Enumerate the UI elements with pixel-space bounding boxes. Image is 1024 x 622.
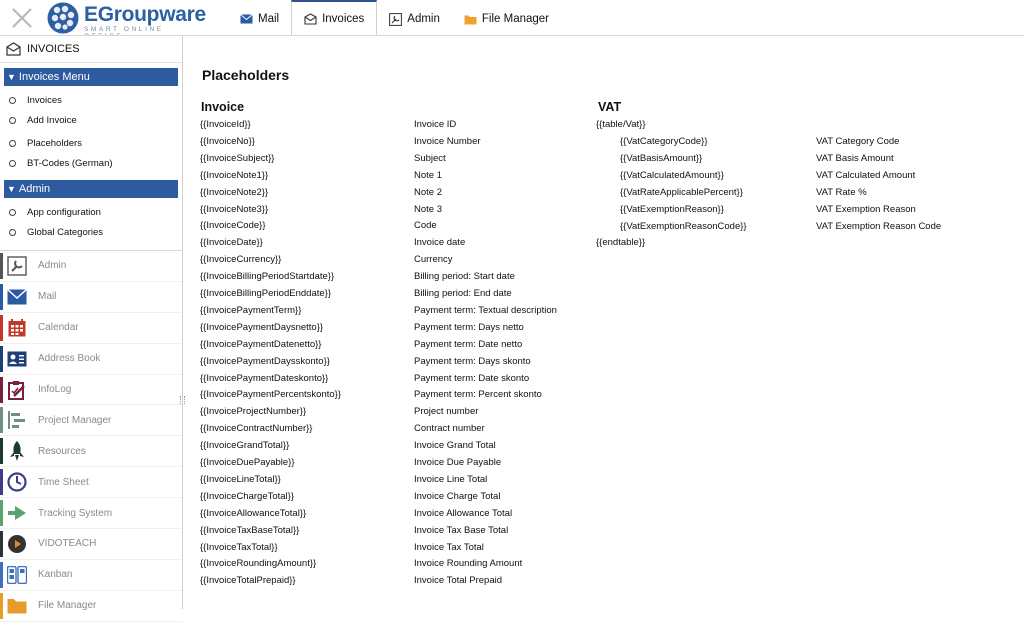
app-color-bar [0,253,3,279]
app-color-bar [0,377,3,403]
vat-placeholder-description: VAT Rate % [816,186,867,198]
admin-icon [389,13,402,26]
app-color-bar [0,562,3,588]
app-color-bar [0,593,3,619]
invoice-placeholder-description: Invoice Grand Total [414,440,496,452]
tab-file-manager[interactable] [452,0,561,36]
app-tabs [228,0,561,36]
vat-table-end: {{endtable}} [596,237,646,248]
menu-header-admin[interactable] [4,180,178,198]
app-color-bar [0,346,3,372]
invoice-placeholder: {{InvoiceRoundingAmount}} [200,558,317,570]
invoice-placeholder: {{InvoiceSubject}} [200,152,275,164]
invoice-placeholder: {{InvoiceTotalPrepaid}} [200,575,296,587]
sidebar [0,36,183,612]
invoice-placeholder: {{InvoiceDate}} [200,237,263,249]
invoice-placeholder-description: Payment term: Date netto [414,338,523,350]
invoice-placeholder: {{InvoiceLineTotal}} [200,473,281,485]
invoice-placeholder-description: Billing period: Start date [414,271,515,283]
folder-icon [464,14,477,25]
invoice-placeholder-description: Contract number [414,423,485,435]
invoice-placeholder-description: Payment term: Textual description [414,304,557,316]
tab-label: Admin [407,13,440,25]
close-icon[interactable] [8,6,36,30]
admin-menu [0,198,182,244]
file-manager-icon [7,596,27,616]
invoice-icon [6,42,21,56]
app-project-manager[interactable] [0,405,182,436]
app-label: VIDOTEACH [38,538,97,550]
app-mail[interactable] [0,282,182,313]
invoice-placeholder-description: Note 1 [414,169,442,181]
bullet-icon [9,117,16,124]
menu-item-app-configuration[interactable] [0,202,182,222]
vat-placeholder-description: VAT Exemption Reason Code [816,220,942,232]
kanban-icon [7,565,27,585]
address-book-icon [7,349,27,369]
menu-header-label: Invoices Menu [18,71,90,83]
invoice-placeholder: {{InvoiceContractNumber}} [200,423,313,435]
invoice-placeholder-description: Subject [414,152,446,164]
tab-label: File Manager [481,13,550,25]
invoice-icon [304,13,317,25]
app-resources[interactable] [0,436,182,467]
vat-placeholder-description: VAT Category Code [816,136,900,147]
invoice-placeholder: {{InvoicePaymentDatenetto}} [200,338,322,350]
app-color-bar [0,407,3,433]
tab-mail[interactable] [228,0,291,36]
mail-icon [7,287,27,307]
app-label: Mail [38,291,57,303]
invoice-placeholder-description: Invoice Rounding Amount [414,558,523,570]
bullet-icon [9,97,16,104]
bullet-icon [9,160,16,167]
app-label: InfoLog [38,384,72,395]
invoice-placeholder-description: Currency [414,254,453,266]
invoice-placeholder: {{InvoiceNote1}} [200,169,269,181]
vat-placeholder: {{VatCategoryCode}} [620,136,708,147]
app-tracking-system[interactable] [0,498,182,529]
invoice-placeholder: {{InvoiceNote2}} [200,186,269,198]
invoice-placeholder-description: Invoice Tax Base Total [414,524,509,536]
invoice-placeholder-description: Invoice Number [414,135,481,147]
bullet-icon [9,209,16,216]
invoice-placeholder: {{InvoiceBillingPeriodStartdate}} [200,271,335,283]
menu-item-label: Invoices [27,94,62,106]
invoice-placeholder-description: Invoice Total Prepaid [414,575,503,587]
sidebar-app-title-label: INVOICES [27,43,80,55]
triangle-down-icon: ▼ [7,184,16,194]
menu-item-label: App configuration [27,206,101,218]
egroupware-logo[interactable] [44,1,204,35]
invoice-placeholder: {{InvoiceNo}} [200,135,255,147]
invoice-placeholder: {{InvoiceCurrency}} [200,254,282,266]
invoice-placeholder: {{InvoiceChargeTotal}} [200,490,295,502]
calendar-icon [7,318,27,338]
vat-placeholder-description: VAT Calculated Amount [816,169,916,181]
invoice-placeholder-description: Invoice ID [414,119,457,130]
invoice-placeholder: {{InvoiceDuePayable}} [200,457,295,468]
section-heading-vat: VAT [598,100,622,114]
app-label: Kanban [38,569,73,581]
vat-placeholder: {{VatRateApplicablePercent}} [620,186,743,198]
app-admin[interactable] [0,251,182,282]
app-label: Tracking System [38,507,113,519]
app-time-sheet[interactable] [0,467,182,498]
invoice-placeholder-description: Project number [414,406,479,418]
invoice-placeholder-description: Payment term: Percent skonto [414,389,542,401]
menu-item-label: Placeholders [27,137,82,149]
invoice-placeholder-description: Invoice date [414,237,466,249]
invoice-placeholder-description: Payment term: Days skonto [414,355,531,367]
app-label: Calendar [38,322,79,334]
sidebar-app-title [0,36,182,63]
page-title: Placeholders [202,67,290,83]
envelope-icon [240,14,253,24]
invoice-placeholder-description: Invoice Line Total [414,473,488,485]
tab-admin[interactable] [377,0,452,36]
bullet-icon [9,140,16,147]
tab-invoices[interactable] [291,0,377,36]
app-color-bar [0,438,3,464]
timesheet-icon [7,472,27,492]
app-label: Admin [38,260,67,272]
invoice-placeholder: {{InvoicePaymentDaysnetto}} [200,321,324,333]
app-color-bar [0,315,3,341]
app-address-book[interactable] [0,344,182,375]
invoice-placeholder-description: Note 2 [414,186,442,198]
vat-table-start: {{table/Vat}} [596,119,646,130]
vidoteach-icon [7,534,27,554]
invoice-placeholder-description: Invoice Allowance Total [414,507,513,519]
app-list [0,250,182,622]
invoice-placeholder: {{InvoiceAllowanceTotal}} [200,507,307,519]
bullet-icon [9,229,16,236]
invoice-placeholder: {{InvoiceTaxBaseTotal}} [200,524,300,536]
tab-label: Invoices [322,13,365,25]
invoice-placeholder: {{InvoicePaymentDaysskonto}} [200,355,330,367]
brand-tagline: SMART ONLINE [84,26,164,33]
invoice-placeholder-description: Invoice Due Payable [414,457,502,468]
infolog-icon [7,380,27,400]
app-calendar[interactable] [0,313,182,344]
menu-item-placeholders[interactable] [0,133,182,153]
invoice-placeholder: {{InvoicePaymentDateskonto}} [200,372,329,384]
resources-icon [7,441,27,461]
tracking-icon [7,503,27,523]
tab-label: Mail [258,13,280,25]
invoice-placeholder: {{InvoiceTaxTotal}} [200,541,278,553]
app-color-bar [0,531,3,557]
menu-header-invoices[interactable] [4,68,178,86]
vat-placeholder: {{VatExemptionReason}} [620,203,724,215]
invoice-placeholder-description: Invoice Tax Total [414,541,484,553]
app-label: Project Manager [38,414,112,426]
vat-placeholder: {{VatExemptionReasonCode}} [620,220,747,232]
app-color-bar [0,284,3,310]
app-label: Address Book [38,353,101,365]
menu-item-label: Global Categories [27,226,104,238]
app-infolog[interactable] [0,375,182,406]
invoice-placeholder: {{InvoiceGrandTotal}} [200,440,290,452]
project-manager-icon [7,410,27,430]
menu-item-label: BT-Codes (German) [27,157,113,169]
vat-placeholder-description: VAT Exemption Reason [816,203,916,215]
menu-item-label: Add Invoice [27,114,77,126]
vat-placeholder: {{VatBasisAmount}} [620,152,703,164]
invoice-placeholder: {{InvoicePaymentTerm}} [200,304,302,316]
invoice-placeholder-description: Billing period: End date [414,288,512,299]
invoice-placeholder: {{InvoiceNote3}} [200,203,269,215]
app-label: File Manager [38,600,97,612]
invoice-placeholder: {{InvoiceProjectNumber}} [200,406,307,418]
main-content [183,36,1024,609]
invoice-placeholder: {{InvoiceCode}} [200,220,266,232]
invoice-placeholder-description: Payment term: Date skonto [414,372,530,384]
app-vidoteach[interactable] [0,529,182,560]
section-heading-invoice: Invoice [201,100,245,114]
admin-icon [7,256,27,276]
brand-name: EGroupware [84,3,206,26]
vat-placeholder: {{VatCalculatedAmount}} [620,169,724,181]
invoice-placeholder-description: Note 3 [414,203,442,215]
invoice-placeholder: {{InvoiceBillingPeriodEnddate}} [200,288,331,299]
invoice-placeholder-description: Invoice Charge Total [414,490,501,502]
invoice-placeholder-description: Code [414,220,437,232]
invoice-placeholder-description: Payment term: Days netto [414,321,524,333]
app-label: Time Sheet [38,476,89,488]
menu-item-bt-codes[interactable] [0,153,182,173]
app-kanban[interactable] [0,560,182,591]
invoices-menu [0,86,182,175]
app-label: Resources [38,445,86,457]
app-file-manager[interactable] [0,591,182,622]
menu-item-global-categories[interactable] [0,222,182,242]
menu-item-add-invoice[interactable] [0,110,182,130]
app-color-bar [0,469,3,495]
invoice-placeholder: {{InvoicePaymentPercentskonto}} [200,389,342,401]
app-color-bar [0,500,3,526]
invoice-placeholder: {{InvoiceId}} [200,119,251,130]
vat-placeholder-description: VAT Basis Amount [816,152,894,164]
menu-header-label: Admin [18,183,51,195]
triangle-down-icon: ▼ [7,72,16,82]
menu-item-invoices[interactable] [0,90,182,110]
top-bar [0,0,1024,36]
